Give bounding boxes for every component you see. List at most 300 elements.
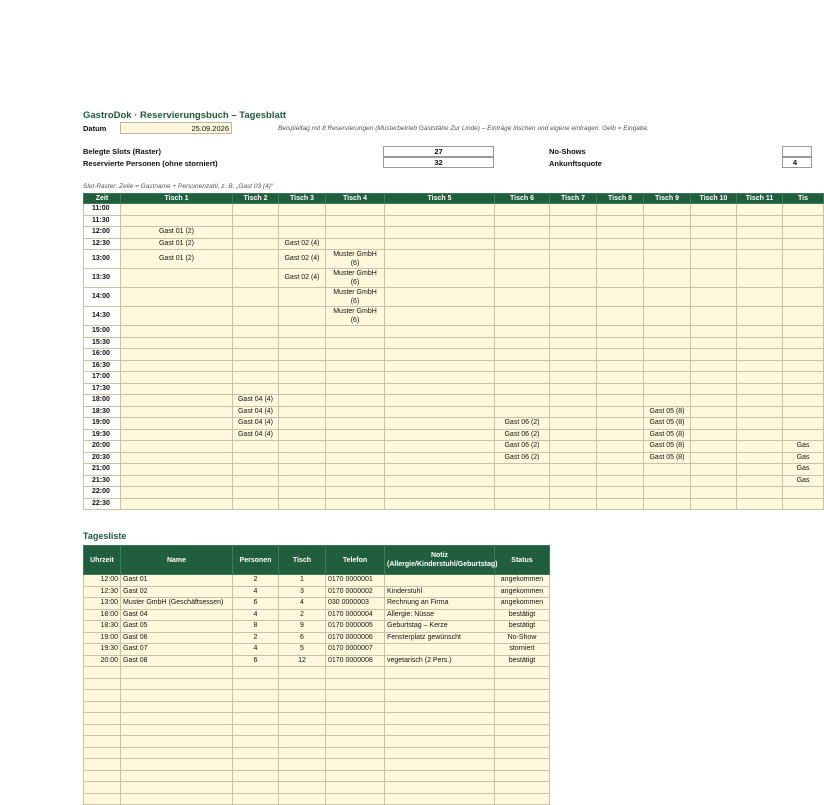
daylist-cell[interactable]: 12:30 xyxy=(84,586,121,598)
slot-cell[interactable] xyxy=(691,372,737,384)
daylist-cell[interactable]: 18:30 xyxy=(84,621,121,633)
slot-cell[interactable] xyxy=(121,360,233,372)
slot-cell[interactable]: Gast 02 (4) xyxy=(279,269,326,288)
slot-cell[interactable] xyxy=(279,204,326,216)
daylist-cell[interactable]: 4 xyxy=(233,609,279,621)
slot-cell[interactable] xyxy=(121,215,233,227)
daylist-cell[interactable]: bestätigt xyxy=(495,621,550,633)
daylist-cell[interactable]: bestätigt xyxy=(495,609,550,621)
slot-cell[interactable] xyxy=(279,452,326,464)
daylist-cell[interactable] xyxy=(121,736,233,748)
slot-cell[interactable] xyxy=(597,250,644,269)
slot-cell[interactable] xyxy=(644,238,691,250)
daylist-cell[interactable] xyxy=(233,678,279,690)
daylist-cell[interactable] xyxy=(233,747,279,759)
slot-cell[interactable] xyxy=(783,360,824,372)
slot-cell[interactable] xyxy=(495,406,550,418)
slot-cell[interactable] xyxy=(550,349,597,361)
slot-cell[interactable] xyxy=(737,418,783,430)
slot-cell[interactable] xyxy=(385,238,495,250)
daylist-cell[interactable]: Gast 06 xyxy=(121,632,233,644)
daylist-cell[interactable] xyxy=(233,667,279,679)
daylist-cell[interactable] xyxy=(279,713,326,725)
daylist-cell[interactable] xyxy=(495,667,550,679)
slot-cell[interactable] xyxy=(279,429,326,441)
slot-cell[interactable] xyxy=(326,418,385,430)
slot-cell[interactable] xyxy=(737,288,783,307)
slot-cell[interactable] xyxy=(233,238,279,250)
daylist-cell[interactable]: Gast 05 xyxy=(121,621,233,633)
daylist-cell[interactable] xyxy=(84,770,121,782)
daylist-cell[interactable] xyxy=(385,713,495,725)
daylist-cell[interactable] xyxy=(495,701,550,713)
date-input[interactable]: 25.09.2026 xyxy=(120,122,232,134)
slot-cell[interactable] xyxy=(326,487,385,499)
slot-cell[interactable]: Gast 06 (2) xyxy=(495,452,550,464)
slot-cell[interactable] xyxy=(121,372,233,384)
slot-cell[interactable] xyxy=(737,372,783,384)
slot-cell[interactable] xyxy=(737,464,783,476)
slot-cell[interactable] xyxy=(385,383,495,395)
daylist-cell[interactable] xyxy=(233,793,279,805)
daylist-cell[interactable]: Gast 01 xyxy=(121,575,233,587)
slot-cell[interactable] xyxy=(233,475,279,487)
slot-cell[interactable]: Gast 05 (8) xyxy=(644,441,691,453)
slot-cell[interactable] xyxy=(233,204,279,216)
slot-cell[interactable] xyxy=(644,307,691,326)
daylist-cell[interactable]: 19:30 xyxy=(84,644,121,656)
slot-cell[interactable] xyxy=(737,441,783,453)
slot-cell[interactable] xyxy=(550,406,597,418)
slot-cell[interactable] xyxy=(550,215,597,227)
daylist-cell[interactable] xyxy=(495,747,550,759)
daylist-cell[interactable] xyxy=(326,713,385,725)
slot-cell[interactable] xyxy=(550,288,597,307)
daylist-cell[interactable]: 6 xyxy=(233,598,279,610)
daylist-cell[interactable]: 4 xyxy=(279,598,326,610)
slot-cell[interactable]: Gas xyxy=(783,441,824,453)
slot-cell[interactable] xyxy=(279,498,326,510)
slot-cell[interactable] xyxy=(326,238,385,250)
slot-cell[interactable] xyxy=(597,360,644,372)
daylist-cell[interactable] xyxy=(385,782,495,794)
daylist-cell[interactable] xyxy=(84,736,121,748)
daylist-cell[interactable]: 0170 0000008 xyxy=(326,655,385,667)
slot-cell[interactable] xyxy=(279,395,326,407)
daylist-cell[interactable] xyxy=(279,770,326,782)
slot-cell[interactable] xyxy=(644,250,691,269)
slot-cell[interactable] xyxy=(691,326,737,338)
daylist-cell[interactable] xyxy=(121,793,233,805)
daylist-cell[interactable]: Gast 04 xyxy=(121,609,233,621)
slot-cell[interactable] xyxy=(644,498,691,510)
slot-cell[interactable] xyxy=(326,372,385,384)
slot-cell[interactable] xyxy=(691,395,737,407)
slot-cell[interactable] xyxy=(550,337,597,349)
slot-cell[interactable] xyxy=(737,307,783,326)
daylist-cell[interactable]: 0170 0000004 xyxy=(326,609,385,621)
slot-cell[interactable] xyxy=(550,441,597,453)
slot-cell[interactable] xyxy=(495,349,550,361)
slot-cell[interactable] xyxy=(385,429,495,441)
slot-cell[interactable] xyxy=(691,475,737,487)
slot-cell[interactable] xyxy=(326,360,385,372)
daylist-cell[interactable] xyxy=(495,678,550,690)
slot-cell[interactable]: Gast 01 (2) xyxy=(121,227,233,239)
slot-cell[interactable] xyxy=(121,288,233,307)
slot-cell[interactable] xyxy=(279,475,326,487)
slot-cell[interactable] xyxy=(644,337,691,349)
slot-cell[interactable] xyxy=(783,395,824,407)
slot-cell[interactable] xyxy=(597,487,644,499)
slot-cell[interactable] xyxy=(597,418,644,430)
daylist-cell[interactable]: 12:00 xyxy=(84,575,121,587)
slot-cell[interactable] xyxy=(783,349,824,361)
slot-cell[interactable] xyxy=(326,406,385,418)
slot-cell[interactable] xyxy=(550,204,597,216)
slot-cell[interactable] xyxy=(691,429,737,441)
slot-cell[interactable] xyxy=(385,307,495,326)
slot-cell[interactable] xyxy=(783,418,824,430)
slot-cell[interactable] xyxy=(737,238,783,250)
slot-cell[interactable]: Gast 04 (4) xyxy=(233,406,279,418)
slot-cell[interactable]: Gast 05 (8) xyxy=(644,406,691,418)
slot-cell[interactable] xyxy=(550,487,597,499)
slot-cell[interactable] xyxy=(233,372,279,384)
slot-cell[interactable] xyxy=(597,337,644,349)
daylist-cell[interactable] xyxy=(121,667,233,679)
daylist-cell[interactable]: 0170 0000006 xyxy=(326,632,385,644)
daylist-cell[interactable] xyxy=(385,736,495,748)
daylist-cell[interactable] xyxy=(84,690,121,702)
daylist-cell[interactable] xyxy=(121,724,233,736)
slot-cell[interactable] xyxy=(597,204,644,216)
daylist-cell[interactable] xyxy=(121,678,233,690)
slot-cell[interactable] xyxy=(385,250,495,269)
slot-cell[interactable] xyxy=(279,227,326,239)
daylist-cell[interactable]: Kinderstuhl xyxy=(385,586,495,598)
slot-cell[interactable] xyxy=(326,383,385,395)
slot-cell[interactable]: Gast 02 (4) xyxy=(279,250,326,269)
slot-cell[interactable] xyxy=(279,326,326,338)
slot-cell[interactable] xyxy=(495,326,550,338)
slot-cell[interactable] xyxy=(597,475,644,487)
slot-cell[interactable] xyxy=(385,395,495,407)
daylist-cell[interactable]: 030 0000003 xyxy=(326,598,385,610)
slot-cell[interactable] xyxy=(385,406,495,418)
daylist-cell[interactable]: Rechnung an Firma xyxy=(385,598,495,610)
slot-cell[interactable] xyxy=(495,372,550,384)
slot-cell[interactable] xyxy=(121,326,233,338)
slot-cell[interactable]: Muster GmbH (6) xyxy=(326,250,385,269)
daylist-cell[interactable]: angekommen xyxy=(495,575,550,587)
slot-cell[interactable] xyxy=(385,215,495,227)
slot-cell[interactable] xyxy=(737,487,783,499)
slot-cell[interactable] xyxy=(495,215,550,227)
slot-cell[interactable] xyxy=(326,452,385,464)
daylist-cell[interactable] xyxy=(121,759,233,771)
slot-cell[interactable] xyxy=(783,326,824,338)
daylist-cell[interactable] xyxy=(326,678,385,690)
slot-cell[interactable] xyxy=(783,269,824,288)
slot-cell[interactable] xyxy=(121,475,233,487)
daylist-cell[interactable]: bestätigt xyxy=(495,655,550,667)
daylist-cell[interactable] xyxy=(385,575,495,587)
slot-cell[interactable] xyxy=(783,204,824,216)
slot-cell[interactable] xyxy=(597,429,644,441)
daylist-cell[interactable]: 0170 0000005 xyxy=(326,621,385,633)
slot-cell[interactable] xyxy=(495,395,550,407)
slot-cell[interactable] xyxy=(644,372,691,384)
slot-cell[interactable] xyxy=(385,269,495,288)
slot-cell[interactable] xyxy=(121,464,233,476)
daylist-cell[interactable] xyxy=(385,644,495,656)
slot-cell[interactable] xyxy=(597,215,644,227)
slot-cell[interactable] xyxy=(385,326,495,338)
daylist-cell[interactable] xyxy=(326,793,385,805)
daylist-cell[interactable] xyxy=(84,747,121,759)
daylist-cell[interactable] xyxy=(233,701,279,713)
slot-cell[interactable] xyxy=(550,372,597,384)
slot-cell[interactable] xyxy=(495,204,550,216)
slot-cell[interactable] xyxy=(550,383,597,395)
slot-cell[interactable]: Gast 06 (2) xyxy=(495,429,550,441)
slot-cell[interactable] xyxy=(644,288,691,307)
slot-cell[interactable] xyxy=(737,498,783,510)
slot-cell[interactable] xyxy=(233,326,279,338)
daylist-cell[interactable] xyxy=(279,736,326,748)
slot-cell[interactable] xyxy=(783,250,824,269)
slot-cell[interactable] xyxy=(783,288,824,307)
slot-cell[interactable] xyxy=(691,238,737,250)
slot-cell[interactable] xyxy=(495,360,550,372)
slot-cell[interactable] xyxy=(233,452,279,464)
daylist-cell[interactable] xyxy=(326,690,385,702)
slot-cell[interactable] xyxy=(737,475,783,487)
daylist-cell[interactable] xyxy=(495,770,550,782)
slot-cell[interactable] xyxy=(326,498,385,510)
slot-cell[interactable] xyxy=(326,464,385,476)
slot-cell[interactable] xyxy=(279,288,326,307)
slot-cell[interactable] xyxy=(550,227,597,239)
slot-cell[interactable] xyxy=(233,337,279,349)
slot-cell[interactable] xyxy=(691,307,737,326)
daylist-cell[interactable] xyxy=(233,759,279,771)
daylist-cell[interactable]: Gast 07 xyxy=(121,644,233,656)
slot-cell[interactable] xyxy=(233,487,279,499)
slot-cell[interactable] xyxy=(121,269,233,288)
slot-cell[interactable] xyxy=(326,475,385,487)
slot-cell[interactable] xyxy=(644,227,691,239)
slot-cell[interactable] xyxy=(691,441,737,453)
slot-cell[interactable] xyxy=(121,307,233,326)
slot-cell[interactable] xyxy=(121,452,233,464)
daylist-cell[interactable]: 3 xyxy=(279,586,326,598)
slot-cell[interactable] xyxy=(691,269,737,288)
slot-cell[interactable]: Gast 06 (2) xyxy=(495,418,550,430)
slot-cell[interactable] xyxy=(644,215,691,227)
slot-cell[interactable] xyxy=(233,349,279,361)
slot-cell[interactable] xyxy=(691,487,737,499)
slot-cell[interactable] xyxy=(233,269,279,288)
slot-cell[interactable] xyxy=(737,326,783,338)
slot-cell[interactable] xyxy=(121,349,233,361)
slot-cell[interactable] xyxy=(121,337,233,349)
slot-cell[interactable] xyxy=(597,307,644,326)
slot-cell[interactable] xyxy=(279,337,326,349)
slot-cell[interactable]: Gast 04 (4) xyxy=(233,429,279,441)
daylist-cell[interactable] xyxy=(326,667,385,679)
slot-cell[interactable] xyxy=(495,250,550,269)
slot-cell[interactable] xyxy=(279,487,326,499)
slot-cell[interactable] xyxy=(385,227,495,239)
slot-cell[interactable] xyxy=(550,475,597,487)
slot-cell[interactable] xyxy=(691,383,737,395)
daylist-cell[interactable] xyxy=(121,713,233,725)
slot-cell[interactable] xyxy=(233,498,279,510)
slot-cell[interactable] xyxy=(279,441,326,453)
slot-cell[interactable] xyxy=(597,452,644,464)
daylist-cell[interactable] xyxy=(385,724,495,736)
slot-cell[interactable] xyxy=(783,406,824,418)
daylist-cell[interactable]: angekommen xyxy=(495,598,550,610)
slot-cell[interactable] xyxy=(233,307,279,326)
slot-cell[interactable] xyxy=(121,441,233,453)
slot-cell[interactable] xyxy=(691,204,737,216)
slot-cell[interactable] xyxy=(233,227,279,239)
slot-cell[interactable] xyxy=(550,498,597,510)
slot-cell[interactable] xyxy=(597,372,644,384)
daylist-cell[interactable]: Allergie: Nüsse xyxy=(385,609,495,621)
slot-cell[interactable] xyxy=(385,288,495,307)
daylist-cell[interactable] xyxy=(495,736,550,748)
slot-cell[interactable] xyxy=(550,464,597,476)
slot-cell[interactable]: Gast 02 (4) xyxy=(279,238,326,250)
daylist-cell[interactable] xyxy=(279,690,326,702)
daylist-cell[interactable] xyxy=(326,759,385,771)
slot-cell[interactable] xyxy=(326,326,385,338)
slot-cell[interactable] xyxy=(597,269,644,288)
daylist-cell[interactable] xyxy=(233,690,279,702)
slot-cell[interactable]: Gast 04 (4) xyxy=(233,418,279,430)
slot-cell[interactable] xyxy=(279,307,326,326)
daylist-cell[interactable]: 0170 0000002 xyxy=(326,586,385,598)
slot-cell[interactable] xyxy=(279,418,326,430)
daylist-cell[interactable]: 2 xyxy=(233,632,279,644)
slot-cell[interactable] xyxy=(597,227,644,239)
slot-cell[interactable] xyxy=(597,498,644,510)
daylist-cell[interactable]: 12 xyxy=(279,655,326,667)
slot-cell[interactable] xyxy=(279,383,326,395)
slot-cell[interactable] xyxy=(644,349,691,361)
slot-cell[interactable] xyxy=(385,452,495,464)
slot-cell[interactable] xyxy=(550,307,597,326)
slot-cell[interactable]: Muster GmbH (6) xyxy=(326,307,385,326)
daylist-cell[interactable] xyxy=(279,667,326,679)
daylist-cell[interactable]: 0170 0000001 xyxy=(326,575,385,587)
daylist-cell[interactable] xyxy=(233,713,279,725)
slot-cell[interactable] xyxy=(385,441,495,453)
slot-cell[interactable] xyxy=(737,227,783,239)
slot-cell[interactable] xyxy=(385,498,495,510)
daylist-cell[interactable] xyxy=(233,770,279,782)
slot-cell[interactable] xyxy=(737,452,783,464)
slot-cell[interactable] xyxy=(597,441,644,453)
slot-cell[interactable]: Muster GmbH (6) xyxy=(326,269,385,288)
slot-cell[interactable] xyxy=(495,337,550,349)
slot-cell[interactable] xyxy=(597,395,644,407)
daylist-cell[interactable]: 4 xyxy=(233,586,279,598)
daylist-cell[interactable] xyxy=(121,747,233,759)
daylist-cell[interactable] xyxy=(279,701,326,713)
slot-cell[interactable] xyxy=(691,250,737,269)
slot-cell[interactable] xyxy=(326,215,385,227)
daylist-cell[interactable] xyxy=(84,667,121,679)
daylist-cell[interactable]: 18:00 xyxy=(84,609,121,621)
slot-cell[interactable] xyxy=(737,360,783,372)
slot-cell[interactable] xyxy=(550,429,597,441)
slot-cell[interactable] xyxy=(279,464,326,476)
daylist-cell[interactable]: 8 xyxy=(233,621,279,633)
slot-cell[interactable] xyxy=(783,429,824,441)
daylist-cell[interactable] xyxy=(495,759,550,771)
slot-cell[interactable] xyxy=(326,337,385,349)
slot-cell[interactable] xyxy=(644,360,691,372)
daylist-cell[interactable]: No-Show xyxy=(495,632,550,644)
slot-cell[interactable] xyxy=(597,383,644,395)
slot-cell[interactable]: Gast 05 (8) xyxy=(644,429,691,441)
slot-cell[interactable] xyxy=(279,372,326,384)
slot-cell[interactable] xyxy=(385,487,495,499)
daylist-cell[interactable]: vegetarisch (2 Pers.) xyxy=(385,655,495,667)
daylist-cell[interactable] xyxy=(279,782,326,794)
daylist-cell[interactable] xyxy=(385,759,495,771)
slot-cell[interactable] xyxy=(233,360,279,372)
slot-cell[interactable] xyxy=(326,349,385,361)
slot-cell[interactable] xyxy=(550,418,597,430)
daylist-cell[interactable] xyxy=(326,770,385,782)
slot-cell[interactable] xyxy=(783,238,824,250)
daylist-cell[interactable] xyxy=(385,678,495,690)
slot-cell[interactable] xyxy=(644,383,691,395)
daylist-cell[interactable]: Gast 08 xyxy=(121,655,233,667)
daylist-cell[interactable]: 1 xyxy=(279,575,326,587)
slot-cell[interactable]: Gast 05 (8) xyxy=(644,452,691,464)
daylist-cell[interactable] xyxy=(279,724,326,736)
slot-cell[interactable] xyxy=(737,406,783,418)
slot-cell[interactable]: Gast 05 (8) xyxy=(644,418,691,430)
daylist-cell[interactable]: storniert xyxy=(495,644,550,656)
slot-cell[interactable] xyxy=(550,395,597,407)
slot-cell[interactable] xyxy=(233,288,279,307)
slot-cell[interactable]: Muster GmbH (6) xyxy=(326,288,385,307)
slot-cell[interactable] xyxy=(691,215,737,227)
slot-cell[interactable] xyxy=(737,337,783,349)
daylist-cell[interactable] xyxy=(279,793,326,805)
slot-cell[interactable] xyxy=(495,383,550,395)
daylist-cell[interactable]: Gast 02 xyxy=(121,586,233,598)
slot-cell[interactable] xyxy=(783,227,824,239)
slot-cell[interactable] xyxy=(597,406,644,418)
slot-cell[interactable]: Gast 01 (2) xyxy=(121,238,233,250)
slot-cell[interactable] xyxy=(495,464,550,476)
daylist-cell[interactable] xyxy=(121,770,233,782)
slot-cell[interactable] xyxy=(597,349,644,361)
slot-cell[interactable] xyxy=(121,418,233,430)
slot-cell[interactable] xyxy=(597,238,644,250)
slot-cell[interactable] xyxy=(326,395,385,407)
slot-cell[interactable] xyxy=(644,326,691,338)
